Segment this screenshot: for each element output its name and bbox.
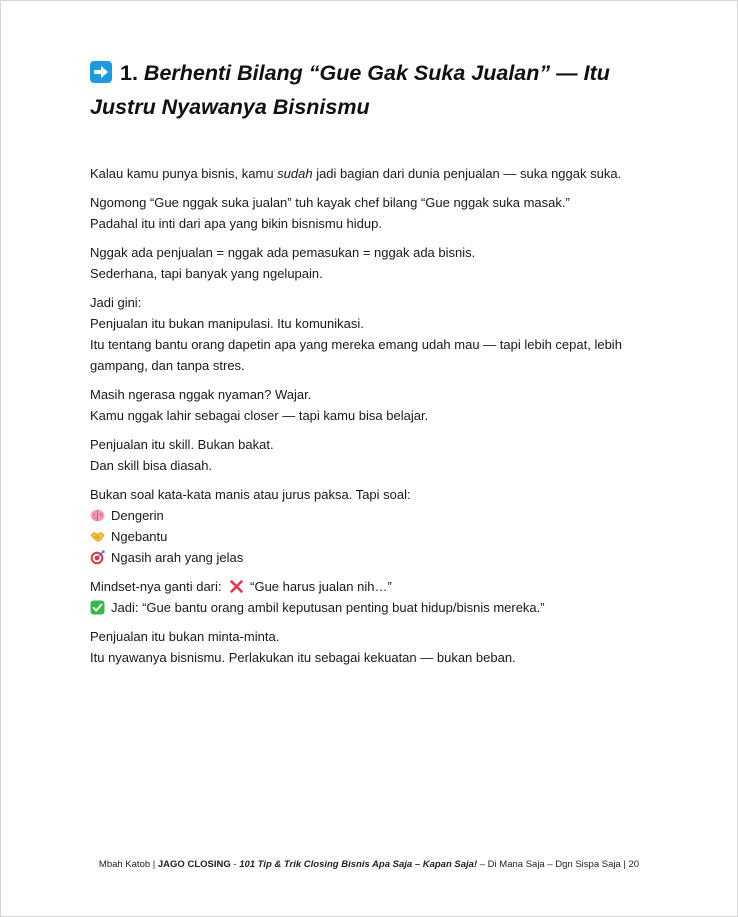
- check-mark-icon: [90, 600, 105, 615]
- p8-to-text: Jadi: “Gue bantu orang ambil keputusan penting buat hidup/bisnis mereka.”: [111, 600, 545, 615]
- paragraph-2: [90, 192, 650, 234]
- p1-italic: sudah: [277, 166, 313, 181]
- paragraph-5: [90, 384, 650, 426]
- p2-line2: Padahal itu inti dari apa yang bikin bisnismu hidup.: [90, 216, 382, 231]
- paragraph-3: [90, 242, 650, 284]
- p5-line1: Masih ngerasa nggak nyaman? Wajar.: [90, 387, 312, 402]
- footer-sep: -: [230, 859, 240, 870]
- p8-from-text: “Gue harus jualan nih…”: [250, 579, 392, 594]
- mindset-to-line: [90, 597, 650, 618]
- p4-line3: Itu tentang bantu orang dapetin apa yang mereka emang udah mau — tapi lebih cepat, lebih gampang, dan tanpa stres.: [90, 337, 622, 373]
- paragraph-7: [90, 484, 650, 568]
- cross-mark-icon: [229, 579, 244, 594]
- p1-after: jadi bagian dari dunia penjualan — suka nggak suka.: [312, 166, 622, 181]
- body-text: [90, 163, 650, 676]
- p6-line2: Dan skill bisa diasah.: [90, 458, 213, 473]
- paragraph-6: [90, 434, 650, 476]
- p8-prefix: Mindset-nya ganti dari:: [90, 579, 222, 594]
- mindset-from-line: [90, 576, 650, 597]
- handshake-icon: [90, 529, 105, 544]
- paragraph-9: [90, 626, 650, 668]
- p4-line2: Penjualan itu bukan manipulasi. Itu komunikasi.: [90, 316, 364, 331]
- section-heading: [90, 56, 650, 124]
- list-item: [90, 547, 650, 568]
- list-item-label: Ngasih arah yang jelas: [111, 550, 244, 565]
- brain-icon: [90, 508, 105, 523]
- p7-line1: Bukan soal kata-kata manis atau jurus paksa. Tapi soal:: [90, 487, 411, 502]
- p4-line1: Jadi gini:: [90, 295, 142, 310]
- list-item: [90, 526, 650, 547]
- p1-before: Kalau kamu punya bisnis, kamu: [90, 166, 278, 181]
- p6-line1: Penjualan itu skill. Bukan bakat.: [90, 437, 274, 452]
- paragraph-8: [90, 576, 650, 618]
- p3-line1: Nggak ada penjualan = nggak ada pemasukan = nggak ada bisnis.: [90, 245, 476, 260]
- p2-line1: Ngomong “Gue nggak suka jualan” tuh kayak chef bilang “Gue nggak suka masak.”: [90, 195, 570, 210]
- p9-line1: Penjualan itu bukan minta-minta.: [90, 629, 280, 644]
- footer-title: 101 Tip & Trik Closing Bisnis Apa Saja – Kapan Saja!: [239, 859, 478, 870]
- heading-title: Berhenti Bilang “Gue Gak Suka Jualan” — Itu Justru Nyawanya Bisnismu: [90, 61, 610, 119]
- p3-line2: Sederhana, tapi banyak yang ngelupain.: [90, 266, 323, 281]
- p9-line2: Itu nyawanya bisnismu. Perlakukan itu sebagai kekuatan — bukan beban.: [90, 650, 516, 665]
- paragraph-4: [90, 292, 650, 376]
- footer-brand: JAGO CLOSING: [157, 859, 231, 870]
- list-item: [90, 505, 650, 526]
- paragraph-1: [90, 163, 650, 184]
- p5-line2: Kamu nggak lahir sebagai closer — tapi kamu bisa belajar.: [90, 408, 429, 423]
- footer-rest: – Di Mana Saja – Dgn Sispa Saja | 20: [477, 859, 640, 870]
- page-footer: [1, 859, 737, 870]
- list-item-label: Dengerin: [111, 508, 164, 523]
- footer-author: Mbah Katob |: [98, 859, 158, 870]
- heading-number: 1.: [120, 61, 138, 85]
- right-arrow-icon: [90, 61, 112, 83]
- target-icon: [90, 550, 105, 565]
- list-item-label: Ngebantu: [111, 529, 168, 544]
